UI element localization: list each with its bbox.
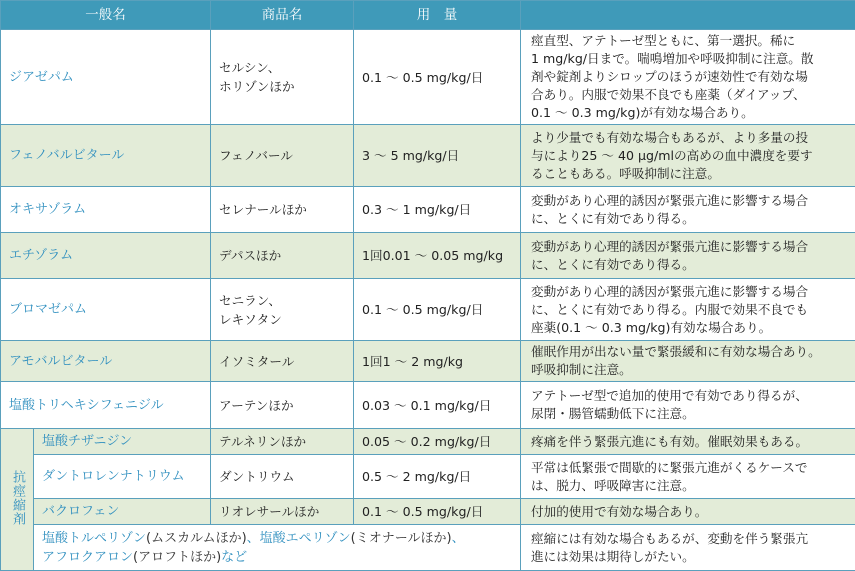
generic-name-cell: 塩酸チザニジン [34,429,211,455]
notes-cell [521,455,855,499]
notes-cell: 付加的使用で有効な場合あり。 [521,499,855,525]
header-product-name: 商品名 [211,1,354,30]
table-row [1,279,855,341]
notes-line: は、脱力、呼吸障害に注意。 [531,477,849,495]
dosage-cell: 0.1 ～ 0.5 mg/kg/日 [354,279,521,341]
drug-name: アフロクアロン [42,550,133,565]
generic-name-cell: ブロマゼパム [1,279,211,341]
notes-cell: 疼痛を伴う緊張亢進にも有効。催眠効果もある。 [521,429,855,455]
notes-line: 痙直型、アテトーゼ型ともに、第一選択。稀に [531,32,849,50]
notes-line: に、とくに有効であり得る。 [531,210,849,228]
notes-line: ることもある。呼吸抑制に注意。 [531,165,849,183]
notes-cell [521,341,855,382]
product-line: セルシン、 [219,58,345,77]
dosage-cell: 3 ～ 5 mg/kg/日 [354,125,521,187]
table-row [1,525,855,571]
drug-brand: (ムスカルムほか) [146,531,247,546]
table-row [1,382,855,429]
header-row [1,1,855,30]
notes-line: 痙縮には有効な場合もあるが、変動を伴う緊張亢 [531,530,849,548]
product-name-cell: フェノバール [211,125,354,187]
dosage-cell: 0.1 ～ 0.5 mg/kg/日 [354,30,521,125]
table-row [1,429,855,455]
notes-line: より少量でも有効な場合もあるが、より多量の投 [531,129,849,147]
generic-name-cell: オキサゾラム [1,187,211,233]
product-name-cell: リオレサールほか [211,499,354,525]
notes-line: 変動があり心理的誘因が緊張亢進に影響する場合 [531,192,849,210]
notes-line: に、とくに有効であり得る。 [531,256,849,274]
notes-cell [521,233,855,279]
notes-line: 平常は低緊張で間歇的に緊張亢進がくるケースで [531,459,849,477]
dosage-cell: 0.3 ～ 1 mg/kg/日 [354,187,521,233]
table-row [1,455,855,499]
separator: 、 [247,531,260,546]
notes-cell [521,525,855,571]
header-dosage: 用 量 [354,1,521,30]
drug-brand: (ミオナールほか) [351,531,452,546]
dosage-cell: 0.05 ～ 0.2 mg/kg/日 [354,429,521,455]
drug-name: 塩酸エペリゾン [260,531,351,546]
dosage-cell: 0.03 ～ 0.1 mg/kg/日 [354,382,521,429]
header-notes [521,1,855,30]
product-name-cell: セレナールほか [211,187,354,233]
notes-line: 合あり。内服で効果不良でも座薬（ダイアップ、 [531,86,849,104]
generic-name-cell: ダントロレンナトリウム [34,455,211,499]
generic-name-cell: バクロフェン [34,499,211,525]
notes-line: 変動があり心理的誘因が緊張亢進に影響する場合 [531,283,849,301]
dosage-cell: 1回0.01 ～ 0.05 mg/kg [354,233,521,279]
notes-cell [521,125,855,187]
table-row [1,341,855,382]
generic-name-cell: ジアゼパム [1,30,211,125]
notes-line: 剤や錠剤よりシロップのほうが速効性で有効な場 [531,68,849,86]
notes-line: 進には効果は期待しがたい。 [531,548,849,566]
notes-line: 0.1 ～ 0.3 mg/kg)が有効な場合あり。 [531,104,849,122]
table-row [1,499,855,525]
notes-cell [521,382,855,429]
notes-line: 与により25 ～ 40 μg/mlの高めの血中濃度を要す [531,147,849,165]
notes-line: 変動があり心理的誘因が緊張亢進に影響する場合 [531,238,849,256]
generic-name-cell: エチゾラム [1,233,211,279]
table-row [1,233,855,279]
notes-cell [521,30,855,125]
group-label-text: 抗痙縮剤 [10,470,24,526]
product-name-cell [211,279,354,341]
other-antispasmodics-cell [34,525,521,571]
product-name-cell [211,30,354,125]
notes-line: 呼吸抑制に注意。 [531,361,849,379]
drug-brand: (アロフトほか) [133,550,221,565]
drug-name: 塩酸トルペリゾン [42,531,146,546]
product-name-cell: イソミタール [211,341,354,382]
generic-name-cell: アモバルビタール [1,341,211,382]
product-line: セニラン、 [219,291,345,310]
table-row [1,187,855,233]
etc-label: など [221,550,247,565]
product-line: レキソタン [219,310,345,329]
generic-name-cell: フェノバルビタール [1,125,211,187]
product-name-cell: テルネリンほか [211,429,354,455]
dosage-cell: 0.1 ～ 0.5 mg/kg/日 [354,499,521,525]
notes-cell [521,187,855,233]
notes-cell [521,279,855,341]
notes-line: 催眠作用が出ない量で緊張緩和に有効な場合あり。 [531,343,849,361]
notes-line: 1 mg/kg/日まで。喘鳴増加や呼吸抑制に注意。散 [531,50,849,68]
product-name-cell: デパスほか [211,233,354,279]
dosage-cell: 1回1 ～ 2 mg/kg [354,341,521,382]
notes-line: アテトーゼ型で追加的使用で有効であり得るが、 [531,387,849,405]
generic-name-cell: 塩酸トリヘキシフェニジル [1,382,211,429]
other-antispasmodics-line [42,548,512,567]
notes-line: 座薬(0.1 ～ 0.3 mg/kg)有効な場合あり。 [531,319,849,337]
other-antispasmodics-line [42,529,512,548]
table-row [1,125,855,187]
product-line: ホリゾンほか [219,77,345,96]
notes-line: 尿閉・腸管蠕動低下に注意。 [531,405,849,423]
notes-line: に、とくに有効であり得る。内服で効果不良でも [531,301,849,319]
separator: 、 [452,531,465,546]
product-name-cell: アーテンほか [211,382,354,429]
table-row [1,30,855,125]
header-generic-name: 一般名 [1,1,211,30]
product-name-cell: ダントリウム [211,455,354,499]
group-label-antispasmodic [1,429,34,571]
dosage-cell: 0.5 ～ 2 mg/kg/日 [354,455,521,499]
